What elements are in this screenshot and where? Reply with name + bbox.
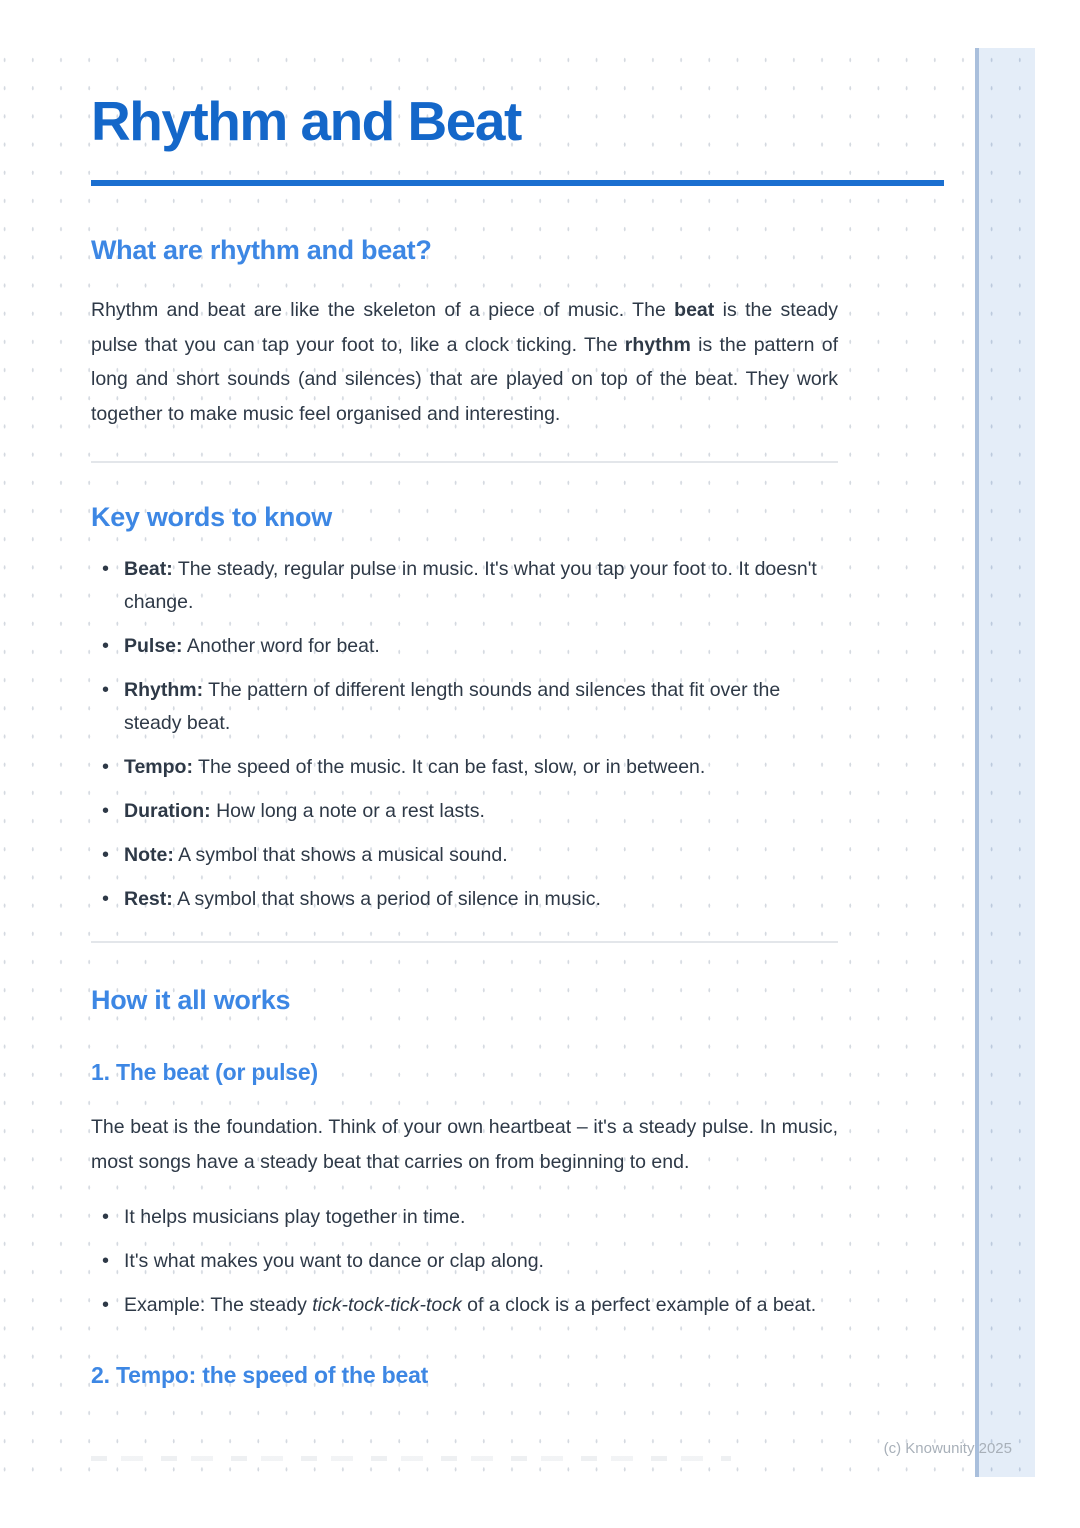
section-heading-intro: What are rhythm and beat? <box>91 235 432 265</box>
intro-seg-3: is the pattern of long and short sounds (and silences) that are played on top of the beat. They work together to make music feel organised and interesting. <box>91 333 838 425</box>
title-rule <box>91 180 944 186</box>
keyword-term: Pulse: <box>124 635 183 657</box>
point-italic: tick-tock-tick-tock <box>312 1294 462 1316</box>
keyword-text: How long a note or a rest lasts. <box>216 800 485 822</box>
keyword-text: The pattern of different length sounds and silences that fit over the steady beat. <box>124 679 781 734</box>
keyword-item-rhythm <box>91 674 838 740</box>
list-item <box>91 1201 838 1234</box>
section-heading-keywords: Key words to know <box>91 502 332 532</box>
intro-seg-bold-beat: beat <box>674 299 715 321</box>
keyword-term: Beat: <box>124 558 173 580</box>
page-content <box>91 92 838 1388</box>
keyword-term: Duration: <box>124 800 211 822</box>
keyword-term: Tempo: <box>124 756 193 778</box>
intro-paragraph <box>91 293 838 431</box>
keyword-term: Rest: <box>124 888 173 910</box>
keyword-term: Note: <box>124 844 174 866</box>
keyword-item-pulse <box>91 630 838 663</box>
keyword-text: Another word for beat. <box>186 635 380 657</box>
keyword-item-beat <box>91 553 838 619</box>
intro-seg-1: Rhythm and beat are like the skeleton of a piece of music. The <box>91 299 675 321</box>
subsection-heading-beat: 1. The beat (or pulse) <box>91 1059 318 1085</box>
keyword-text: The steady, regular pulse in music. It's what you tap your foot to. It doesn't change. <box>124 558 817 613</box>
list-item <box>91 1289 838 1322</box>
document-page <box>0 48 1035 1477</box>
intro-seg-bold-rhythm: rhythm <box>624 333 691 356</box>
keyword-item-note <box>91 839 838 872</box>
point-text: It helps musicians play together in time. <box>124 1206 466 1228</box>
section-divider <box>91 941 838 943</box>
point-text: of a clock is a perfect example of a beat. <box>461 1294 817 1316</box>
watermark: (c) Knowunity 2025 <box>883 1440 1012 1457</box>
list-item <box>91 1245 838 1278</box>
intro-seg-2: is the steady pulse that you can tap your foot to, like a clock ticking. The <box>91 299 838 356</box>
clipped-text-remnant <box>91 1456 731 1461</box>
page-edge-strip <box>975 48 1035 1477</box>
subsection-heading-tempo: 2. Tempo: the speed of the beat <box>91 1362 429 1388</box>
keyword-item-tempo <box>91 751 838 784</box>
keywords-list <box>91 553 838 916</box>
keyword-item-duration <box>91 795 838 828</box>
keyword-text: The speed of the music. It can be fast, slow, or in between. <box>198 756 706 778</box>
keyword-text: A symbol that shows a musical sound. <box>178 844 508 866</box>
point-text: It's what makes you want to dance or clap along. <box>124 1250 544 1272</box>
keyword-term: Rhythm: <box>124 679 204 701</box>
beat-points-list <box>91 1201 838 1322</box>
section-divider <box>91 461 838 463</box>
keyword-item-rest <box>91 883 838 916</box>
page-title: Rhythm and Beat <box>91 90 521 152</box>
section-heading-how-it-works: How it all works <box>91 985 291 1015</box>
keyword-text: A symbol that shows a period of silence in music. <box>177 888 601 910</box>
point-text: Example: The steady <box>124 1294 313 1316</box>
beat-paragraph: The beat is the foundation. Think of your own heartbeat – it's a steady pulse. In music, most songs have a steady beat that carries on from beginning to end. <box>91 1116 838 1173</box>
